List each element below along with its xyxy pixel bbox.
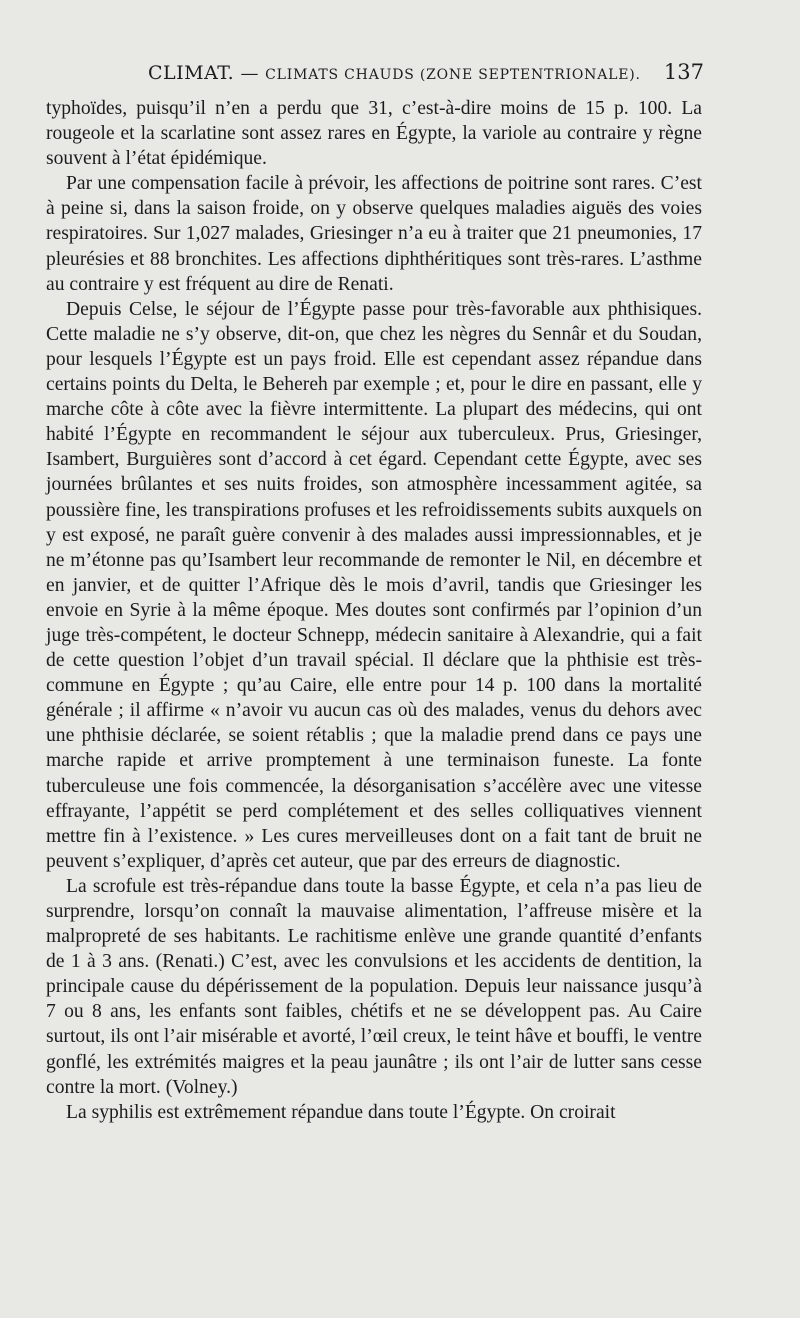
body-text [46,96,702,1125]
running-title-dash: — [234,63,266,84]
page-number: 137 [663,60,704,84]
paragraph-continued: typhoïdes, puisqu’il n’en a perdu que 31, c’est-à-dire moins de 15 p. 100. La rougeole et la scarlatine sont assez rares en Égypte, la variole au contraire y règne souvent à l’état épidémique. [46,98,702,170]
running-title-main: CLIMAT. [148,62,235,84]
paragraph-scrofula: La scrofule est très-répandue dans toute la basse Égypte, et cela n’a pas lieu de surprendre, lorsqu’on connaît la mauvaise alimentation, l’affreuse misère et la malpropreté de ses habitants. Le rachitisme enlève une grande quantité d’enfants de 1 à 3 ans. (Renati.) C’est, avec les convulsions et les accidents de dentition, la principale cause du dépérissement de la population. Depuis leur naissance jusqu’à 7 ou 8 ans, les enfants sont faibles, chétifs et ne se développent pas. Au Caire surtout, ils ont l’air misérable et avorté, l’œil creux, le teint hâve et bouffi, le ventre gonflé, les extrémités maigres et la peau jaunâtre ; ils ont l’air de lutter sans cesse contre la mort. (Volney.) [46,875,702,1098]
running-title [148,62,641,84]
running-header [48,58,708,92]
paragraph-respiratory: Par une compensation facile à prévoir, les affections de poitrine sont rares. C’est à peine si, dans la saison froide, on y observe quelques maladies aiguës des voies respiratoires. Sur 1,027 malades, Griesinger n’a eu à traiter que 21 pneumonies, 17 pleurésies et 88 bronchites. Les affections diphthéritiques sont très-rares. L’asthme au contraire y est fréquent au dire de Renati. [46,173,702,295]
paragraph-phthisis: Depuis Celse, le séjour de l’Égypte passe pour très-favorable aux phthisiques. Cette maladie ne s’y observe, dit-on, que chez les nègres du Sennâr et du Soudan, pour lesquels l’Égypte est un pays froid. Elle est cependant assez répandue dans certains points du Delta, le Behereh par exemple ; et, pour le dire en passant, elle y marche côte à côte avec la fièvre intermittente. La plupart des médecins, qui ont habité l’Égypte en recommandent le séjour aux tuberculeux. Prus, Griesinger, Isambert, Burguières sont d’accord à cet égard. Cependant cette Égypte, avec ses journées brûlantes et ses nuits froides, son atmosphère incessamment agitée, sa poussière fine, les transpirations profuses et les refroidissements subits auxquels on y est exposé, ne paraît guère convenir à des malades aussi impressionnables, et je ne m’étonne pas qu’Isambert leur recommande de remonter le Nil, en décembre et en janvier, et de quitter l’Afrique dès le mois d’avril, tandis que Griesinger les envoie en Syrie à la même époque. Mes doutes sont confirmés par l’opinion d’un juge très-compétent, le docteur Schnepp, médecin sanitaire à Alexandrie, qui a fait de cette question l’objet d’un travail spécial. Il déclare que la phthisie est très-commune en Égypte ; qu’au Caire, elle entre pour 14 p. 100 dans la mortalité générale ; il affirme « n’avoir vu aucun cas où des malades, venus du dehors avec une phthisie déclarée, se soient rétablis ; que la maladie prend dans ce pays une marche rapide et arrive promptement à une terminaison funeste. La fonte tuberculeuse une fois commencée, la désorganisation s’accélère avec une vitesse effrayante, l’appétit se perd complétement et des selles colliquatives viennent mettre fin à l’existence. » Les cures merveilleuses dont on a fait tant de bruit ne peuvent s’expliquer, d’après cet auteur, que par des erreurs de diagnostic. [46,298,702,872]
paragraph-syphilis: La syphilis est extrêmement répandue dans toute l’Égypte. On croirait [66,1101,616,1123]
running-title-sub: CLIMATS CHAUDS (ZONE SEPTENTRIONALE). [265,67,641,83]
